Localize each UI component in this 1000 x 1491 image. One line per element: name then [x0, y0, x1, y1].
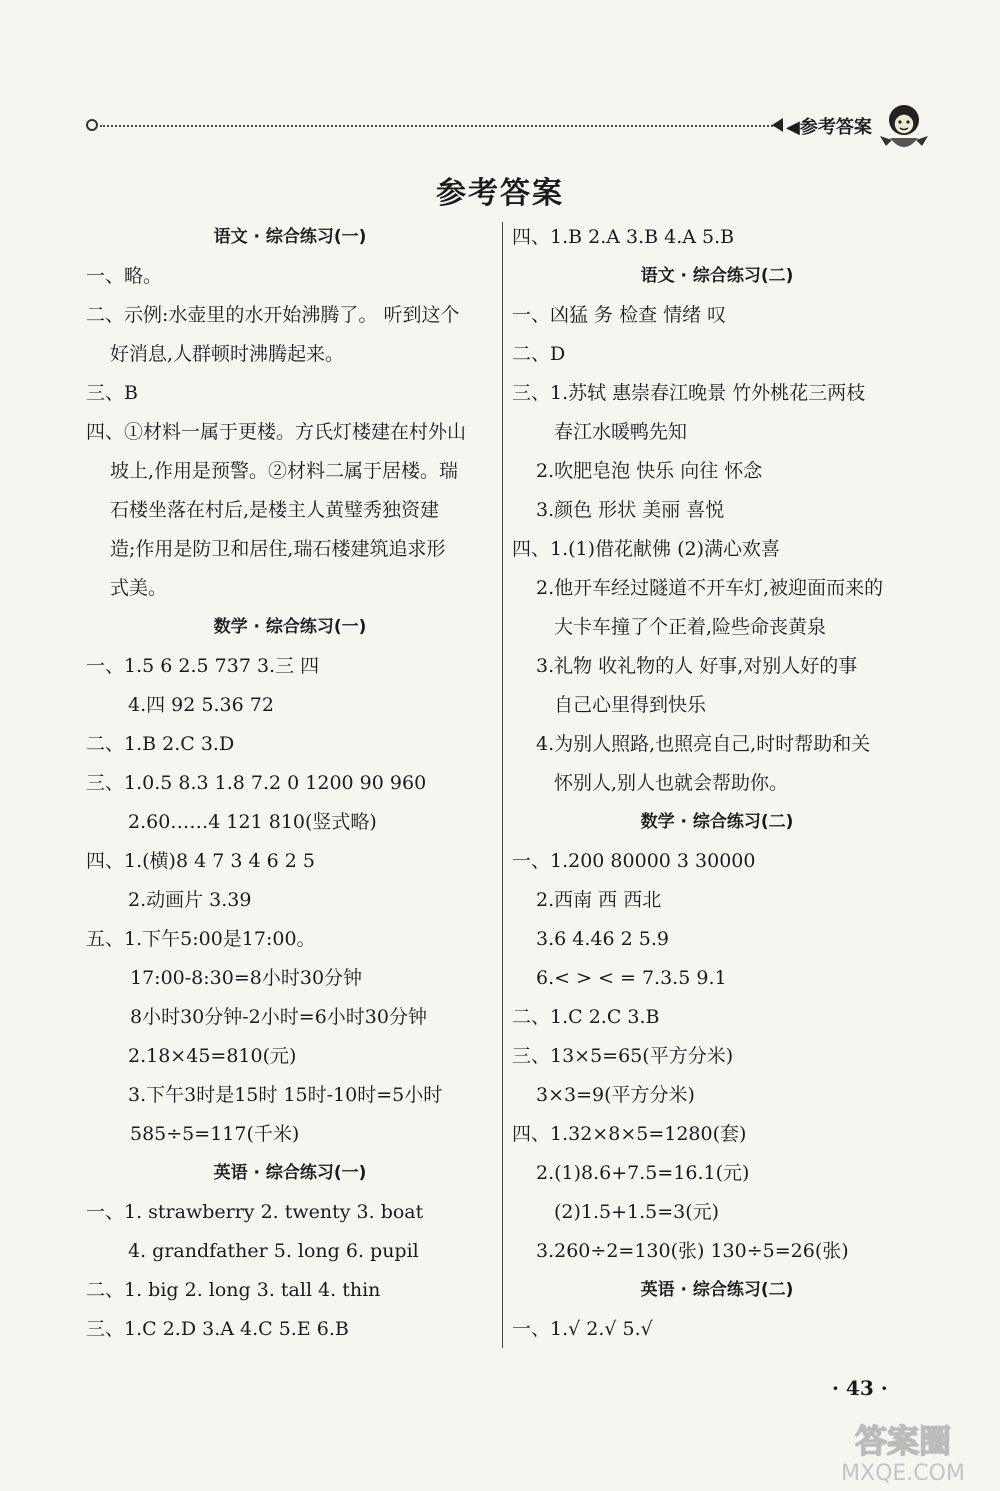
- answer-line: 坡上,作用是预警。②材料二属于居楼。瑞: [110, 460, 459, 482]
- answer-line: 造;作用是防卫和居住,瑞石楼建筑追求形: [110, 538, 446, 560]
- right-answer-column: [512, 218, 922, 1349]
- answer-line: 三、1.0.5 8.3 1.8 7.2 0 1200 90 960: [86, 772, 427, 794]
- answer-line: 五、1.下午5:00是17:00。: [86, 928, 316, 950]
- answer-line: 自己心里得到快乐: [554, 694, 707, 716]
- answer-line: 四、1.B 2.A 3.B 4.A 5.B: [512, 226, 735, 248]
- answer-line: 三、B: [86, 382, 138, 404]
- answer-line: 三、1.苏轼 惠崇春江晚景 竹外桃花三两枝: [512, 382, 866, 404]
- answer-line: 一、1.5 6 2.5 737 3.三 四: [86, 655, 320, 677]
- header-circle-ornament: [86, 119, 98, 131]
- answer-line: 四、1.32×8×5=1280(套): [512, 1123, 747, 1145]
- answer-line: 2.西南 西 西北: [536, 889, 662, 911]
- answer-line: 三、1.C 2.D 3.A 4.C 5.E 6.B: [86, 1318, 349, 1340]
- answer-line: 二、1.C 2.C 3.B: [512, 1006, 660, 1028]
- section-heading: 英语 · 综合练习(一): [213, 1163, 367, 1183]
- answer-line: 585÷5=117(千米): [130, 1123, 300, 1145]
- answer-line: 一、凶猛 务 检查 情绪 叹: [512, 304, 727, 326]
- answer-line: 二、示例:水壶里的水开始沸腾了。 听到这个: [86, 304, 460, 326]
- column-divider: [502, 222, 503, 1348]
- section-heading: 数学 · 综合练习(二): [640, 812, 794, 832]
- answer-line: 2.动画片 3.39: [128, 889, 252, 911]
- answer-line: 2.他开车经过隧道不开车灯,被迎面而来的: [536, 577, 884, 599]
- answer-line: 4.为别人照路,也照亮自己,时时帮助和关: [536, 733, 871, 755]
- answer-line: 大卡车撞了个正着,险些命丧黄泉: [554, 616, 827, 638]
- answer-line: 一、1.√ 2.√ 5.√: [512, 1318, 653, 1340]
- answer-line: 3.260÷2=130(张) 130÷5=26(张): [536, 1240, 849, 1262]
- answer-line: 怀别人,别人也就会帮助你。: [554, 772, 789, 794]
- answer-line: 2.(1)8.6+7.5=16.1(元): [536, 1162, 750, 1184]
- answer-line: 6.< > < = 7.3.5 9.1: [536, 967, 727, 989]
- answer-line: (2)1.5+1.5=3(元): [554, 1201, 720, 1223]
- mascot-cartoon-icon: [876, 100, 932, 160]
- answer-line: 一、1.200 80000 3 30000: [512, 850, 756, 872]
- answer-line: 四、1.(1)借花献佛 (2)满心欢喜: [512, 538, 780, 560]
- page-number: · 43 ·: [832, 1376, 888, 1400]
- section-heading: 语文 · 综合练习(一): [213, 227, 367, 247]
- answer-line: 3.礼物 收礼物的人 好事,对别人好的事: [536, 655, 858, 677]
- header-label: ◀参考答案: [786, 117, 872, 138]
- page-title: 参考答案: [436, 176, 564, 211]
- answer-line: 四、①材料一属于更楼。方氏灯楼建在村外山: [86, 421, 467, 443]
- answer-line: 17:00-8:30=8小时30分钟: [130, 967, 363, 989]
- section-heading: 英语 · 综合练习(二): [640, 1280, 794, 1300]
- answer-line: 3.6 4.46 2 5.9: [536, 928, 669, 950]
- answer-line: 一、1. strawberry 2. twenty 3. boat: [86, 1201, 424, 1223]
- header-arrow-icon: [772, 118, 783, 132]
- answer-line: 石楼坐落在村后,是楼主人黄璧秀独资建: [110, 499, 440, 521]
- answer-line: 式美。: [110, 577, 168, 599]
- watermark-logo: [818, 1412, 988, 1486]
- answer-line: 二、1. big 2. long 3. tall 4. thin: [86, 1279, 381, 1301]
- answer-line: 4. grandfather 5. long 6. pupil: [128, 1240, 419, 1262]
- answer-line: 春江水暖鸭先知: [554, 421, 688, 443]
- answer-line: 一、略。: [86, 265, 163, 287]
- answer-line: 8小时30分钟-2小时=6小时30分钟: [130, 1006, 427, 1028]
- answer-line: 3.下午3时是15时 15时-10时=5小时: [128, 1084, 443, 1106]
- answer-line: 3.颜色 形状 美丽 喜悦: [536, 499, 725, 521]
- section-heading: 数学 · 综合练习(一): [213, 617, 367, 637]
- answer-line: 2.18×45=810(元): [128, 1045, 297, 1067]
- answer-line: 3×3=9(平方分米): [536, 1084, 695, 1106]
- answer-line: 4.四 92 5.36 72: [128, 694, 274, 716]
- left-answer-column: [86, 218, 494, 1349]
- svg-text:答案圈: 答案圈: [854, 1422, 952, 1460]
- section-heading: 语文 · 综合练习(二): [640, 266, 794, 286]
- answer-line: 好消息,人群顿时沸腾起来。: [110, 343, 345, 365]
- answer-line: 四、1.(横)8 4 7 3 4 6 2 5: [86, 850, 315, 872]
- answer-line: 二、1.B 2.C 3.D: [86, 733, 235, 755]
- answer-line: 2.60……4 121 810(竖式略): [128, 811, 377, 833]
- answer-line: 二、D: [512, 343, 566, 365]
- header-dotted-rule: [100, 125, 776, 127]
- answer-line: 2.吹肥皂泡 快乐 向往 怀念: [536, 460, 763, 482]
- svg-text:MXQE.COM: MXQE.COM: [841, 1461, 965, 1486]
- answer-line: 三、13×5=65(平方分米): [512, 1045, 734, 1067]
